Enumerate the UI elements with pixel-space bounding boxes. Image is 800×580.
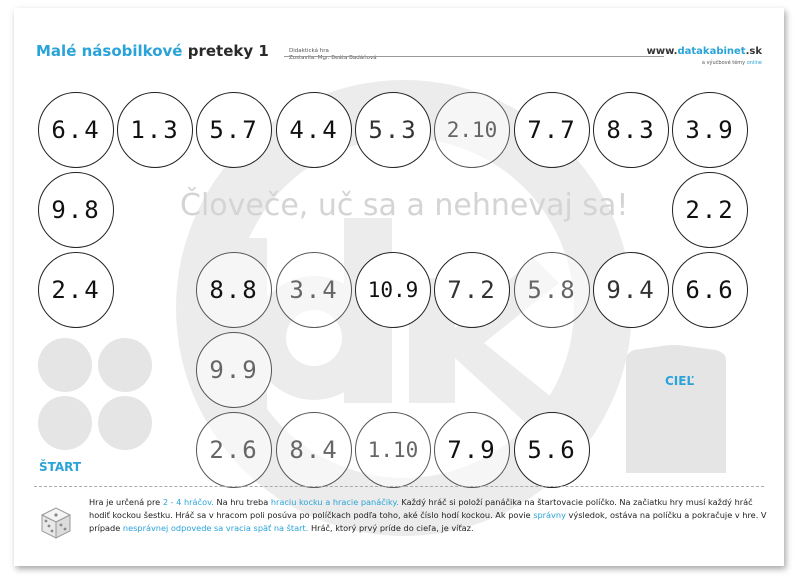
game-sheet <box>14 8 784 566</box>
board-cell: 5.3 <box>355 92 431 168</box>
finish-label: CIEĽ <box>665 374 695 388</box>
rules-part: Každý hráč si položí panáčika na štartovacie políčko. Na začiatku hry musí každý hráč hodiť kockou šestku. Hráč sa v hracom poli posúva po políčkach podľa toho, aké číslo hodí kockou. Ak povie <box>89 497 753 520</box>
board-cell: 3.9 <box>672 92 748 168</box>
board-cell: 8.4 <box>276 412 352 488</box>
board-cell: 2.10 <box>434 92 510 168</box>
board-cell: 5.7 <box>196 92 272 168</box>
brand-sub-accent: online <box>746 60 762 66</box>
brand-accent: datakabinet <box>677 46 746 57</box>
rules-part: výsledok, ostáva na políčku a pokračuje v hre. V prípade <box>89 510 767 533</box>
rules-text <box>89 496 769 535</box>
board-cell: 7.7 <box>514 92 590 168</box>
meta-line-2: Zostavila: Mgr. Beáta Badáňová <box>289 55 377 61</box>
board-cell: 8.8 <box>196 252 272 328</box>
board-cell: 9.8 <box>38 172 114 248</box>
rules-part: Na hru treba <box>213 497 271 507</box>
board-cell: 3.4 <box>276 252 352 328</box>
board-cell: 6.6 <box>672 252 748 328</box>
board-cell: 5.6 <box>514 412 590 488</box>
board-cell: 5.8 <box>514 252 590 328</box>
brand-sub-prefix: a výučbové témy <box>701 60 746 66</box>
meta-line-1: Didaktická hra <box>289 48 329 54</box>
brand-prefix: www. <box>646 46 678 57</box>
brand-suffix: .sk <box>745 46 762 57</box>
slogan: Človeče, uč sa a nehnevaj sa! <box>180 188 629 223</box>
rules-part: Hra je určená pre <box>89 497 163 507</box>
board-cell: 6.4 <box>38 92 114 168</box>
board-cell: 1.3 <box>117 92 193 168</box>
board-cell: 9.4 <box>593 252 669 328</box>
rules-highlight: hraciu kocku a hracie panáčiky. <box>270 497 399 507</box>
board-cell: 2.2 <box>672 172 748 248</box>
dice-icon <box>36 503 76 543</box>
footer-divider <box>34 486 764 487</box>
board-cell: 2.6 <box>196 412 272 488</box>
rules-highlight: správny <box>533 510 566 520</box>
board-cell: 7.9 <box>434 412 510 488</box>
rules-part: Hráč, ktorý prvý príde do cieľa, je víťaz. <box>308 523 474 533</box>
board-cell: 4.4 <box>276 92 352 168</box>
title-dark: preteky 1 <box>187 42 269 60</box>
board-cell: 7.2 <box>434 252 510 328</box>
title-colored: Malé násobilkové <box>36 42 183 60</box>
rules-highlight: nesprávnej odpovede sa vracia späť na štart. <box>122 523 309 533</box>
board-cell: 10.9 <box>355 252 431 328</box>
board-cell: 1.10 <box>355 412 431 488</box>
rules-highlight: 2 - 4 hráčov. <box>162 497 214 507</box>
board-cell: 9.9 <box>196 332 272 408</box>
start-label: ŠTART <box>39 460 82 474</box>
board-cell: 2.4 <box>38 252 114 328</box>
board-cell: 8.3 <box>593 92 669 168</box>
